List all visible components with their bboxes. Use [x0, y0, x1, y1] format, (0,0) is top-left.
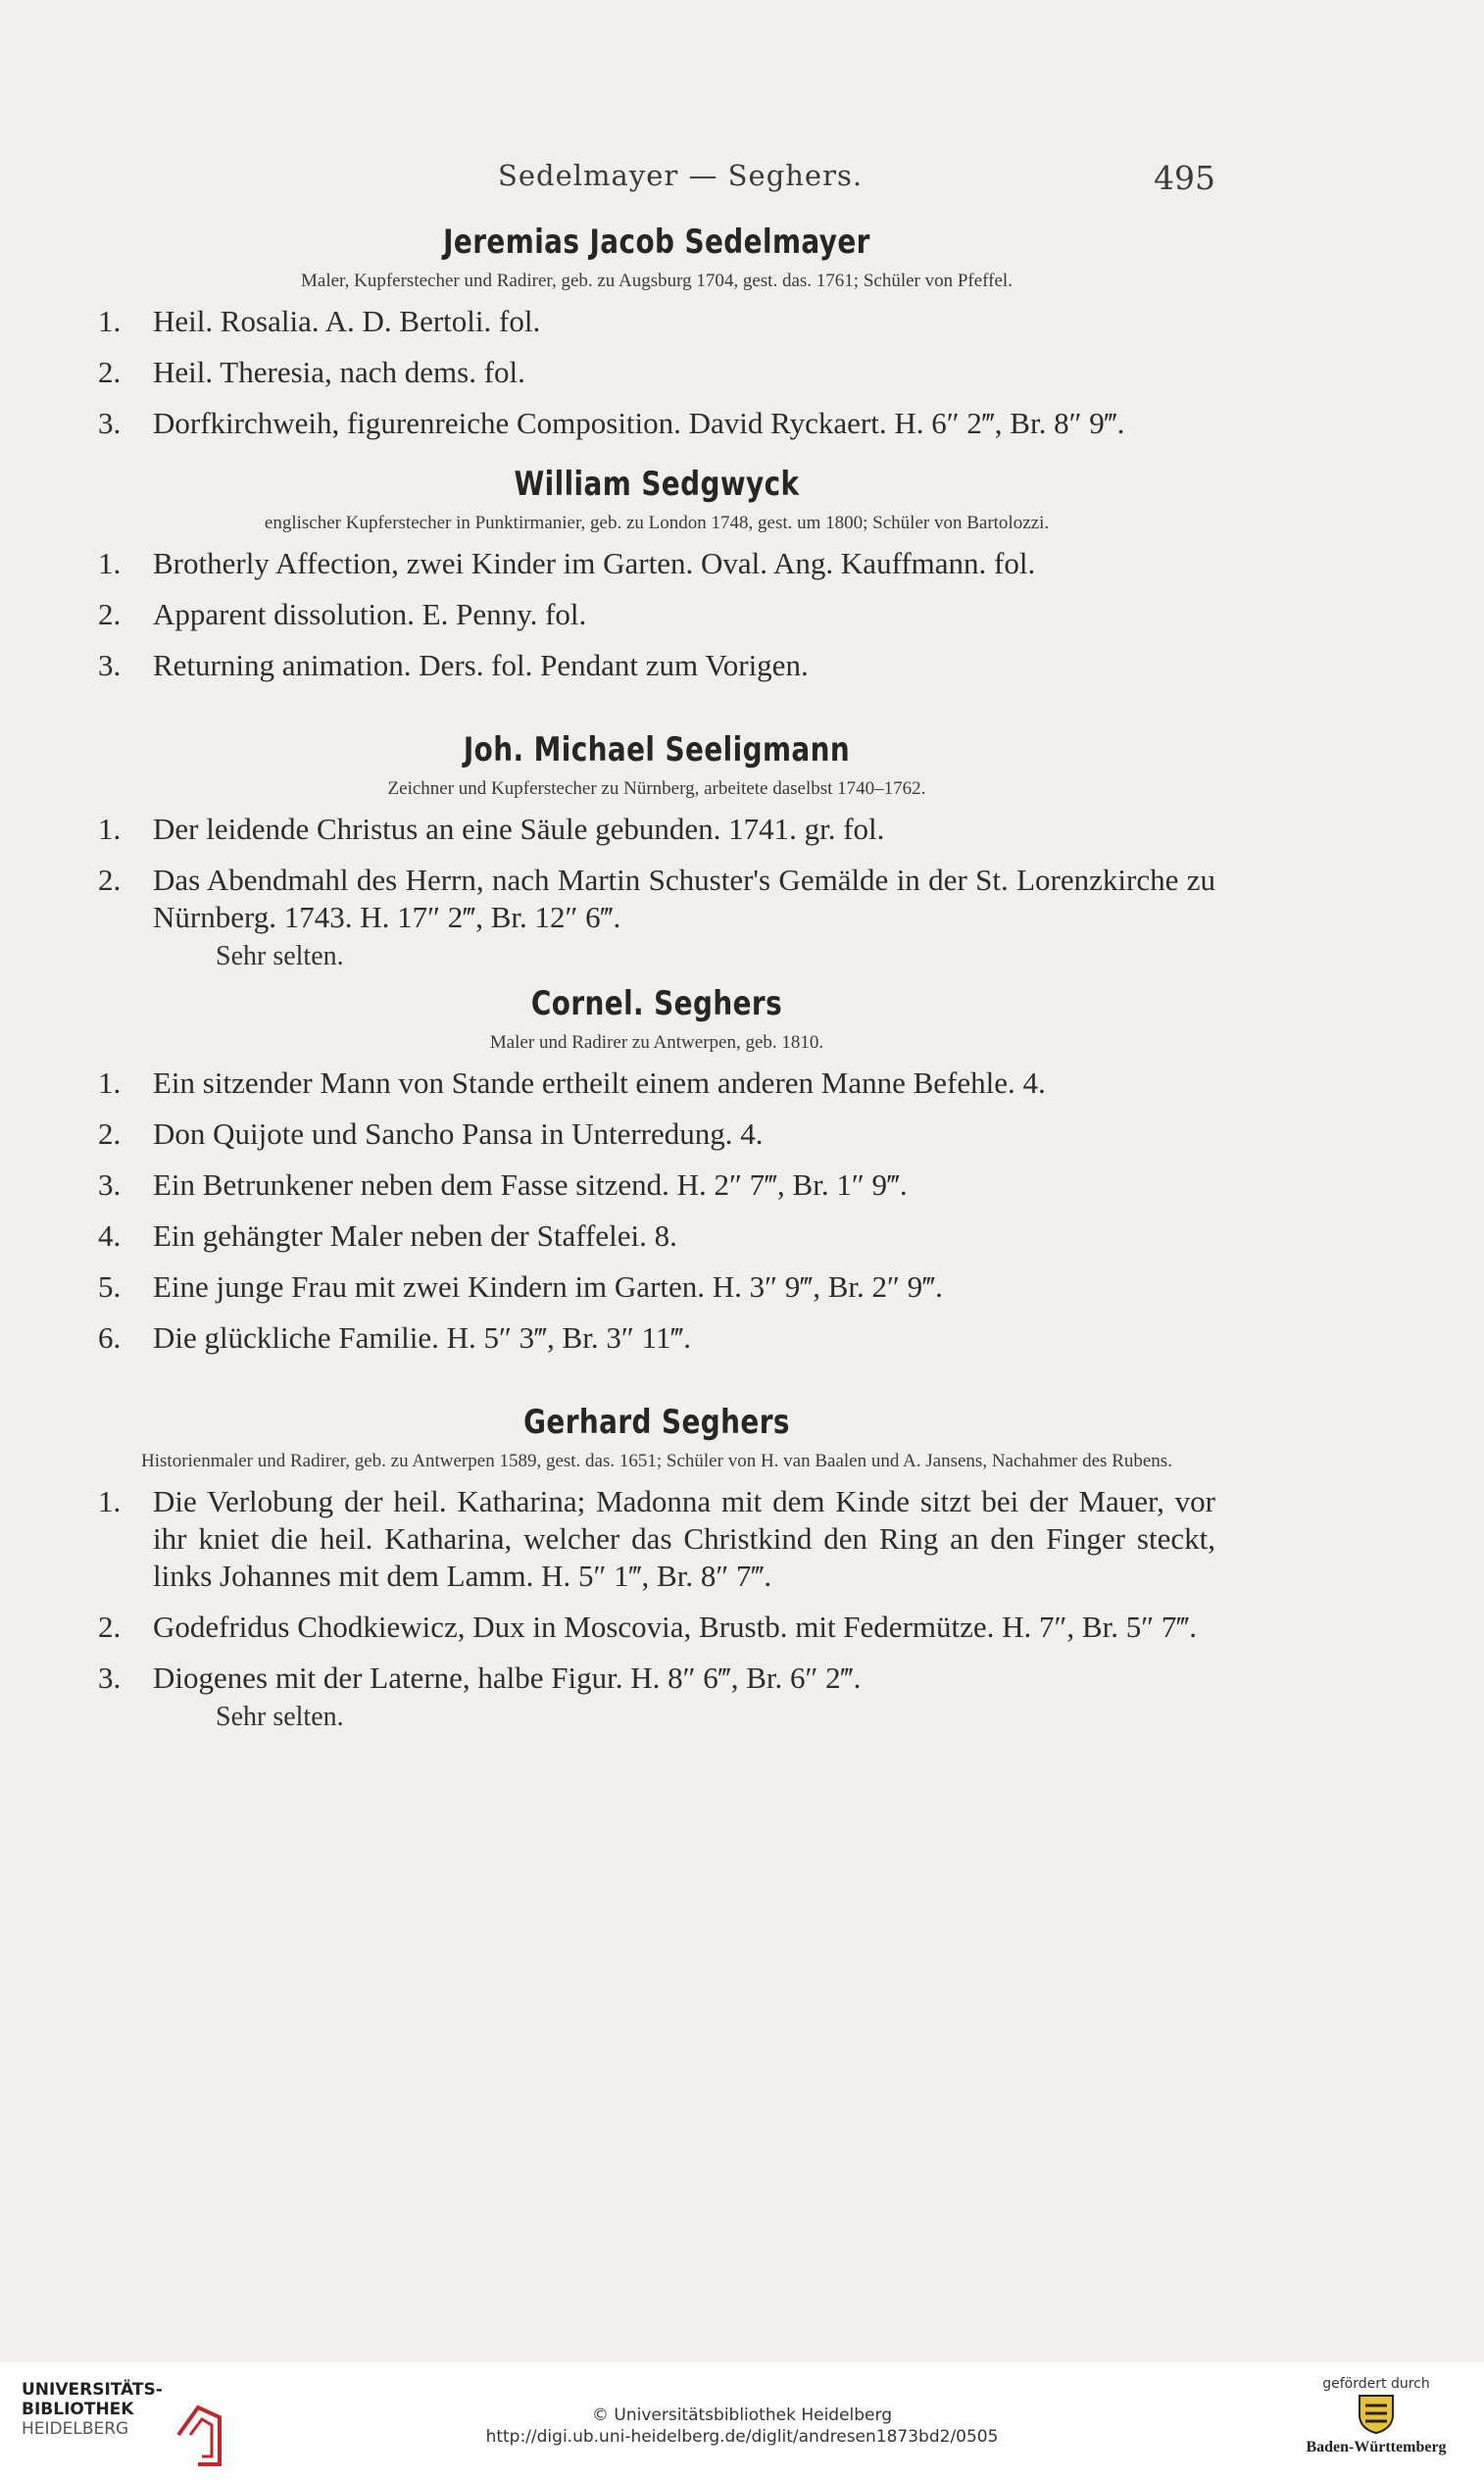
entry-number: 3. — [98, 1661, 122, 1695]
catalogue-entry — [98, 1166, 1215, 1204]
entry-text: Das Abendmahl des Herrn, nach Martin Schuster's Gemälde in der St. Lorenzkirche zu Nürnberg. 1743. H. 17″ 2‴, Br. 12″ 6‴. — [153, 863, 1215, 934]
entry-text: Dorfkirchweih, figurenreiche Composition. David Ryckaert. H. 6″ 2‴, Br. 8″ 9‴. — [153, 406, 1125, 440]
library-name-line3: HEIDELBERG — [22, 2419, 129, 2439]
entry-number: 6. — [98, 1320, 122, 1355]
running-head — [98, 147, 1215, 216]
entry-number: 2. — [98, 1116, 122, 1151]
artist-section — [98, 977, 1215, 1357]
library-name-line1: UNIVERSITÄTS- — [22, 2380, 163, 2400]
artist-biography: Zeichner und Kupferstecher zu Nürnberg, arbeitete daselbst 1740–1762. — [387, 778, 926, 799]
entry-text: Heil. Rosalia. A. D. Bertoli. fol. — [153, 304, 541, 338]
catalogue-entry — [98, 1065, 1215, 1102]
entry-text: Ein sitzender Mann von Stande ertheilt einem anderen Manne Befehle. 4. — [153, 1066, 1046, 1100]
catalogue-entry — [98, 1217, 1215, 1255]
entry-list — [98, 811, 1215, 936]
catalogue-entry — [98, 545, 1215, 582]
catalogue-entry — [98, 811, 1215, 848]
entry-text: Ein gehängter Maler neben der Staffelei. 8. — [153, 1218, 677, 1253]
entry-number: 3. — [98, 406, 122, 440]
catalogue-entry — [98, 1116, 1215, 1153]
footer — [0, 2362, 1484, 2480]
coat-of-arms-icon — [1352, 2392, 1401, 2435]
entry-number: 2. — [98, 863, 122, 897]
entry-number: 1. — [98, 812, 122, 846]
copyright-text: © Universitätsbibliothek Heidelberg — [591, 2406, 892, 2425]
catalogue-entry — [98, 405, 1215, 442]
catalogue-entry — [98, 1483, 1215, 1595]
entry-list — [98, 545, 1215, 684]
entry-number: 5. — [98, 1269, 122, 1304]
entry-list — [98, 303, 1215, 442]
catalogue-entry — [98, 647, 1215, 684]
entry-text: Die Verlobung der heil. Katharina; Madonna mit dem Kinde sitzt bei der Mauer, vor ihr kniet die heil. Katharina, welcher das Christkind den Ring an den Finger steckt, links Johannes mit dem Lamm. H. 5″ 1‴, Br. 8″ 7‴. — [153, 1484, 1215, 1593]
entry-number: 2. — [98, 597, 122, 631]
catalogue-entry — [98, 303, 1215, 340]
artist-biography: englischer Kupferstecher in Punktirmanier, geb. zu London 1748, gest. um 1800; Schüler von Bartolozzi. — [264, 513, 1050, 533]
artist-biography: Historienmaler und Radirer, geb. zu Antwerpen 1589, gest. das. 1651; Schüler von H. van Baalen und A. Jansens, Nachahmer des Rubens. — [141, 1451, 1172, 1471]
catalogue-entry — [98, 1660, 1215, 1697]
sections-container — [98, 216, 1215, 1734]
entry-text: Godefridus Chodkiewicz, Dux in Moscovia, Brustb. mit Federmütze. H. 7″, Br. 5″ 7‴. — [153, 1610, 1198, 1644]
funded-by-label: gefördert durch — [1322, 2376, 1430, 2392]
entry-text: Der leidende Christus an eine Säule gebunden. 1741. gr. fol. — [153, 812, 885, 846]
catalogue-entry — [98, 596, 1215, 633]
catalogue-entry — [98, 354, 1215, 391]
entry-text: Brotherly Affection, zwei Kinder im Garten. Oval. Ang. Kauffmann. fol. — [153, 546, 1036, 580]
artist-section — [98, 216, 1215, 442]
artist-biography: Maler, Kupferstecher und Radirer, geb. zu Augsburg 1704, gest. das. 1761; Schüler von Pfeffel. — [301, 271, 1013, 291]
artist-section — [98, 1396, 1215, 1734]
entry-text: Ein Betrunkener neben dem Fasse sitzend. H. 2″ 7‴, Br. 1″ 9‴. — [153, 1167, 908, 1202]
entry-text: Die glückliche Familie. H. 5″ 3‴, Br. 3″ 11‴. — [153, 1320, 692, 1355]
running-head-title: Sedelmayer — Seghers. — [498, 159, 864, 192]
artist-heading: Joh. Michael Seeligmann — [463, 730, 851, 769]
entry-number: 4. — [98, 1218, 122, 1253]
entry-number: 1. — [98, 1484, 122, 1518]
entry-list — [98, 1483, 1215, 1697]
entry-list — [98, 1065, 1215, 1357]
entry-text: Don Quijote und Sancho Pansa in Unterredung. 4. — [153, 1116, 764, 1151]
source-url[interactable]: http://digi.ub.uni-heidelberg.de/diglit/andresen1873bd2/0505 — [485, 2427, 999, 2447]
page-content — [98, 147, 1215, 1738]
entry-number: 3. — [98, 648, 122, 682]
funder-logo[interactable] — [1288, 2376, 1464, 2456]
catalogue-entry — [98, 1609, 1215, 1646]
entry-text: Eine junge Frau mit zwei Kindern im Garten. H. 3″ 9‴, Br. 2″ 9‴. — [153, 1269, 943, 1304]
artist-heading: Jeremias Jacob Sedelmayer — [443, 223, 870, 262]
rarity-note: Sehr selten. — [216, 1702, 344, 1732]
catalogue-entry — [98, 862, 1215, 936]
artist-heading: Cornel. Seghers — [530, 984, 783, 1023]
entry-text: Heil. Theresia, nach dems. fol. — [153, 355, 525, 389]
artist-biography: Maler und Radirer zu Antwerpen, geb. 1810. — [489, 1032, 824, 1053]
entry-number: 1. — [98, 546, 122, 580]
page-number: 495 — [1154, 159, 1215, 197]
artist-heading: Gerhard Seghers — [523, 1403, 790, 1442]
artist-heading: William Sedgwyck — [514, 465, 800, 504]
entry-text: Diogenes mit der Laterne, halbe Figur. H. 8″ 6‴, Br. 6″ 2‴. — [153, 1661, 862, 1695]
entry-number: 1. — [98, 1066, 122, 1100]
entry-number: 1. — [98, 304, 122, 338]
catalogue-entry — [98, 1268, 1215, 1306]
entry-number: 2. — [98, 1610, 122, 1644]
library-name-line2: BIBLIOTHEK — [22, 2400, 134, 2419]
entry-text: Apparent dissolution. E. Penny. fol. — [153, 597, 587, 631]
catalogue-entry — [98, 1319, 1215, 1357]
rarity-note: Sehr selten. — [216, 941, 344, 971]
funder-name: Baden-Württemberg — [1306, 2439, 1447, 2455]
entry-number: 3. — [98, 1167, 122, 1202]
artist-section — [98, 458, 1215, 684]
artist-section — [98, 723, 1215, 973]
entry-text: Returning animation. Ders. fol. Pendant zum Vorigen. — [153, 648, 809, 682]
entry-number: 2. — [98, 355, 122, 389]
